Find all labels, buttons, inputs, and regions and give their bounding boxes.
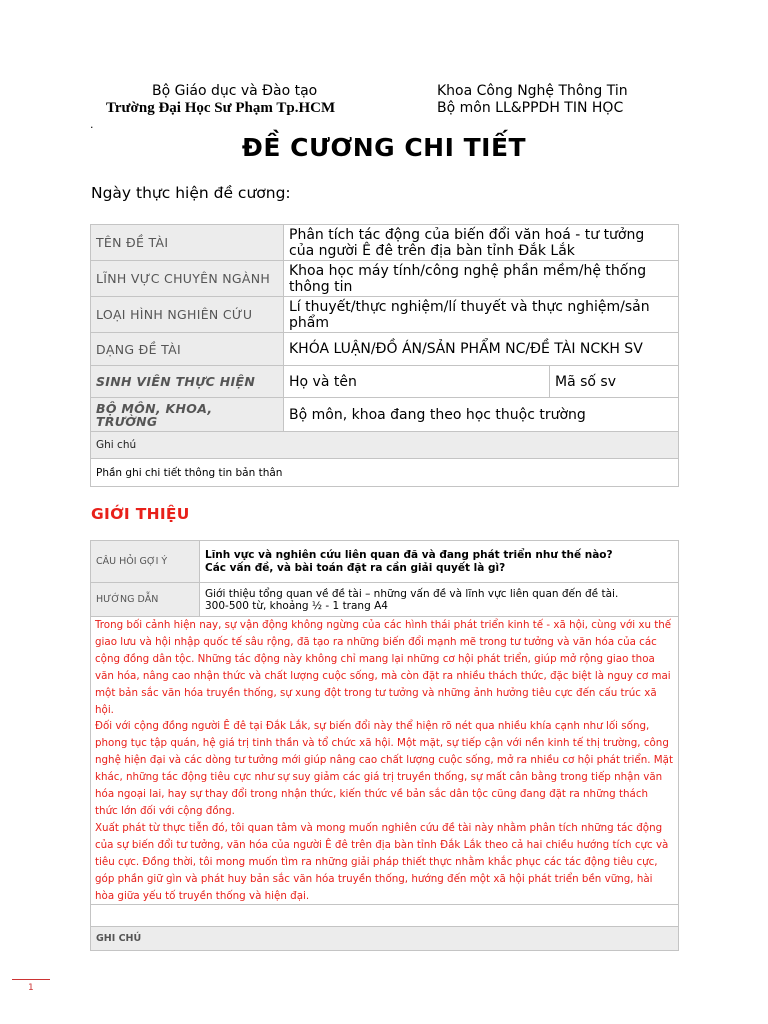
note-row bbox=[91, 432, 679, 459]
intro-heading: GIỚI THIỆU bbox=[91, 505, 190, 523]
intro-body-row bbox=[91, 617, 679, 905]
intro-paragraph: Xuất phát từ thực tiễn đó, tôi quan tâm và mong muốn nghiên cứu đề tài này nhằm phân tích những tác động của sự biến đổi tư tưởng, văn hóa của người Ê đê trên địa bàn tỉnh Đắk Lắk theo cả hai chiều hướng tích cực và tiêu cực. Đồng thời, tôi mong muốn tìm ra những giải pháp thiết thực nhằm khắc phục các tác động tiêu cực, góp phần giữ gìn và phát huy bản sắc văn hóa truyền thống, hướng đến một xã hội phát triển bền vững, hài hòa giữa yếu tố truyền thống và hiện đại. bbox=[95, 821, 669, 902]
research-type-value: Lí thuyết/thực nghiệm/lí thuyết và thực nghiệm/sản phẩm bbox=[284, 297, 679, 333]
topic-info-table bbox=[90, 224, 679, 487]
question-line-1: Lĩnh vực và nghiên cứu liên quan đã và đang phát triển như thế nào? bbox=[205, 548, 613, 561]
intro-note-row bbox=[91, 927, 679, 951]
page-title: ĐỀ CƯƠNG CHI TIẾT bbox=[241, 133, 527, 162]
blank-row bbox=[91, 905, 679, 927]
intro-body[interactable] bbox=[91, 617, 679, 905]
topic-form-row bbox=[91, 333, 679, 366]
intro-note-label: GHI CHÚ bbox=[91, 927, 679, 951]
department-name: Bộ môn LL&PPDH TIN HỌC bbox=[437, 100, 624, 116]
stray-dot: . bbox=[90, 118, 94, 131]
research-type-row bbox=[91, 297, 679, 333]
guide-line-2: 300-500 từ, khoảng ½ - 1 trang A4 bbox=[205, 599, 388, 612]
note-value-row bbox=[91, 459, 679, 487]
guide-label: HƯỚNG DẪN bbox=[91, 583, 200, 617]
date-label: Ngày thực hiện đề cương: bbox=[91, 184, 291, 202]
department-label: BỘ MÔN, KHOA, TRƯỜNG bbox=[91, 398, 284, 432]
footnote-separator bbox=[12, 979, 50, 980]
intro-table bbox=[90, 540, 679, 951]
question-line-2: Các vấn đề, và bài toán đặt ra cần giải quyết là gì? bbox=[205, 561, 506, 574]
question-label: CÂU HỎI GỢI Ý bbox=[91, 541, 200, 583]
guide-line-1: Giới thiệu tổng quan về đề tài – những vấn đề và lĩnh vực liên quan đến đề tài. bbox=[205, 587, 619, 600]
university-name: Trường Đại Học Sư Phạm Tp.HCM bbox=[106, 100, 336, 116]
field-label: LĨNH VỰC CHUYÊN NGÀNH bbox=[91, 261, 284, 297]
topic-row bbox=[91, 225, 679, 261]
guide-text bbox=[200, 583, 679, 617]
student-name-field: Họ và tên bbox=[284, 366, 550, 398]
student-label: SINH VIÊN THỰC HIỆN bbox=[91, 366, 284, 398]
question-text bbox=[200, 541, 679, 583]
research-type-label: LOẠI HÌNH NGHIÊN CỨU bbox=[91, 297, 284, 333]
ministry-name: Bộ Giáo dục và Đào tạo bbox=[152, 83, 318, 99]
department-row bbox=[91, 398, 679, 432]
note-value: Phần ghi chi tiết thông tin bản thân bbox=[91, 459, 679, 487]
faculty-name: Khoa Công Nghệ Thông Tin bbox=[437, 83, 628, 99]
topic-value: Phân tích tác động của biến đổi văn hoá - tư tưởng của người Ê đê trên địa bàn tỉnh Đắk Lắk bbox=[284, 225, 679, 261]
student-row bbox=[91, 366, 679, 398]
question-row bbox=[91, 541, 679, 583]
intro-paragraph: Trong bối cảnh hiện nay, sự vận động không ngừng của các hình thái phát triển kinh tế - xã hội, cùng với xu thế giao lưu và hội nhập quốc tế sâu rộng, đã tạo ra những biến đổi mạnh mẽ trong tư tưởng và văn hóa của các cộng đồng dân tộc. Những tác động này không chỉ mang lại những cơ hội phát triển, giúp mở rộng giao thoa văn hóa, nâng cao nhận thức và chất lượng cuộc sống, mà còn đặt ra nhiều thách thức, đặc biệt là nguy cơ mai một bản sắc văn hóa truyền thống, sự xung đột trong tư tưởng và những ảnh hưởng tiêu cực đến cấu trúc xã hội. bbox=[95, 619, 672, 716]
intro-paragraph: Đối với cộng đồng người Ê đê tại Đắk Lắk, sự biến đổi này thể hiện rõ nét qua nhiều khía cạnh như lối sống, phong tục tập quán, hệ giá trị tinh thần và tổ chức xã hội. Một mặt, sự tiếp cận với nền kinh tế thị trường, công nghệ hiện đại và các dòng tư tưởng mới giúp nâng cao chất lượng cuộc sống, mở ra nhiều cơ hội phát triển. Mặt khác, những tác động tiêu cực như sự suy giảm các giá trị truyền thống, sự mất cân bằng trong tiếp nhận văn hóa ngoại lai, hay sự thay đổi trong nhận thức, kiến thức về bản sắc dân tộc cũng đang đặt ra những thách thức lớn đối với cộng đồng. bbox=[95, 720, 674, 817]
page-number: 1 bbox=[28, 983, 34, 993]
department-value: Bộ môn, khoa đang theo học thuộc trường bbox=[284, 398, 679, 432]
topic-label: TÊN ĐỀ TÀI bbox=[91, 225, 284, 261]
blank-cell bbox=[91, 905, 679, 927]
field-value: Khoa học máy tính/công nghệ phần mềm/hệ thống thông tin bbox=[284, 261, 679, 297]
student-id-field: Mã số sv bbox=[550, 366, 679, 398]
topic-form-label: DẠNG ĐỀ TÀI bbox=[91, 333, 284, 366]
note-label: Ghi chú bbox=[91, 432, 679, 459]
topic-form-value: KHÓA LUẬN/ĐỒ ÁN/SẢN PHẨM NC/ĐỀ TÀI NCKH SV bbox=[284, 333, 679, 366]
field-row bbox=[91, 261, 679, 297]
guide-row bbox=[91, 583, 679, 617]
